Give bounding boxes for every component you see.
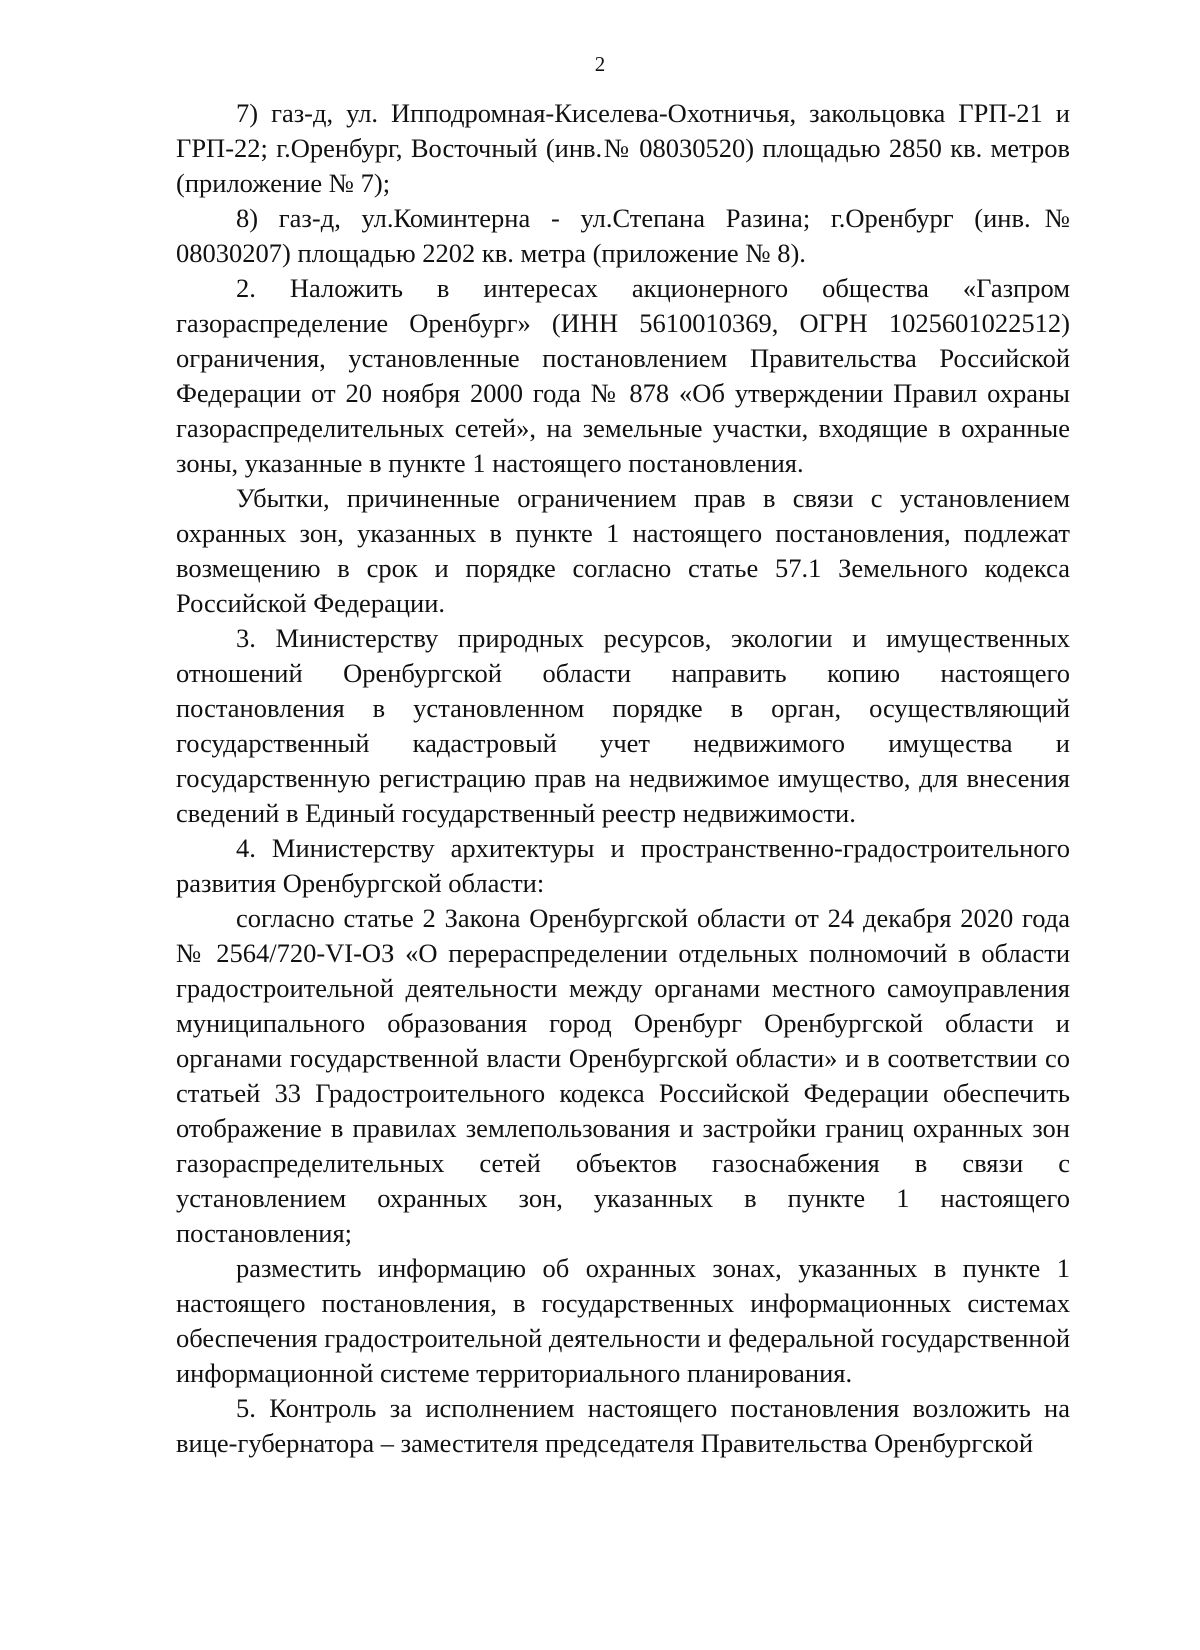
paragraph-losses: Убытки, причиненные ограничением прав в связи с установлением охранных зон, указанных в пункте 1 настоящего постановления, подлежат возмещению в срок и порядке согласно статье 57.1 Земельного кодекса Российской Федерации. [176, 483, 1070, 618]
document-body [176, 96, 1070, 1461]
paragraph-clause-4-sub-2: разместить информацию об охранных зонах, указанных в пункте 1 настоящего постановления, в государственных информационных системах обеспечения градостроительной деятельности и федеральной государственной информационной системе территориального планирования. [176, 1253, 1070, 1388]
paragraph-clause-4: 4. Министерству архитектуры и пространственно-градостроительного развития Оренбургской области: [176, 833, 1070, 898]
paragraph-clause-2: 2. Наложить в интересах акционерного общества «Газпром газораспределение Оренбург» (ИНН 5610010369, ОГРН 1025601022512) ограничения, установленные постановлением Правительства Российской Федерации от 20 ноября 2000 года № 878 «Об утверждении Правил охраны газораспределительных сетей», на земельные участки, входящие в охранные зоны, указанные в пункте 1 настоящего постановления. [176, 273, 1070, 478]
paragraph-item-7: 7) газ-д, ул. Ипподромная-Киселева-Охотничья, закольцовка ГРП-21 и ГРП-22; г.Оренбург, Восточный (инв.№ 08030520) площадью 2850 кв. метров (приложение № 7); [176, 98, 1070, 198]
paragraph-clause-3: 3. Министерству природных ресурсов, экологии и имущественных отношений Оренбургской области направить копию настоящего постановления в установленном порядке в орган, осуществляющий государственный кадастровый учет недвижимого имущества и государственную регистрацию прав на недвижимое имущество, для внесения сведений в Единый государственный реестр недвижимости. [176, 623, 1070, 828]
paragraph-item-8: 8) газ-д, ул.Коминтерна - ул.Степана Разина; г.Оренбург (инв.№ 08030207) площадью 2202 кв. метра (приложение № 8). [176, 203, 1070, 268]
page-number: 2 [594, 52, 606, 76]
paragraph-clause-4-sub-1: согласно статье 2 Закона Оренбургской области от 24 декабря 2020 года № 2564/720-VI-ОЗ «О перераспределении отдельных полномочий в области градостроительной деятельности между органами местного самоуправления муниципального образования город Оренбург Оренбургской области и органами государственной власти Оренбургской области» и в соответствии со статьей 33 Градостроительного кодекса Российской Федерации обеспечить отображение в правилах землепользования и застройки границ охранных зон газораспределительных сетей объектов газоснабжения в связи с установлением охранных зон, указанных в пункте 1 настоящего постановления; [176, 903, 1070, 1248]
paragraph-clause-5: 5. Контроль за исполнением настоящего постановления возложить на вице-губернатора – заместителя председателя Правительства Оренбургской [176, 1393, 1070, 1458]
